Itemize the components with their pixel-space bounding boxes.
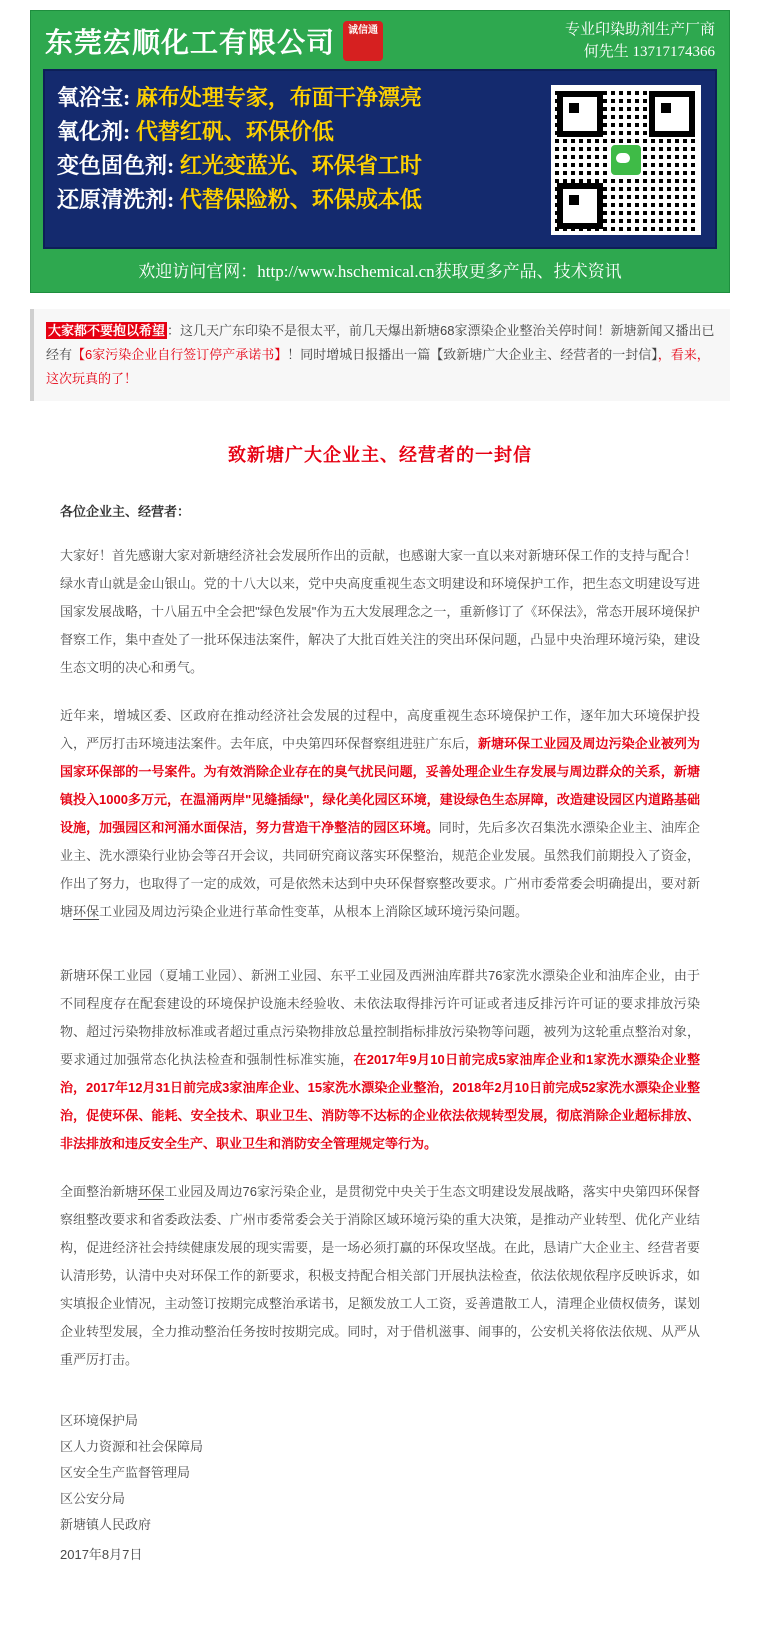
document-page	[0, 10, 760, 1598]
notice-text-2: 【6家污染企业自行签订停产承诺书】	[72, 347, 288, 362]
ad-product-desc: 代替保险粉、环保成本低	[179, 187, 422, 212]
signature-line: 新塘镇人民政府	[60, 1517, 152, 1532]
ad-product-row	[57, 115, 537, 149]
qr-eye-bottom-left	[557, 183, 603, 229]
p5-text-underline: 环保	[138, 1184, 165, 1199]
letter-paragraph-3	[60, 702, 700, 926]
ad-product-desc: 麻布处理专家，布面干净漂亮	[135, 85, 422, 110]
letter-salutation: 各位企业主、经营者：	[60, 504, 191, 519]
notice-box	[30, 309, 730, 401]
letter-paragraph-1: 大家好！首先感谢大家对新塘经济社会发展所作出的贡献，也感谢大家一直以来对新塘环保工作的支持与配合！	[60, 548, 698, 563]
letter-signatures	[60, 1408, 700, 1568]
letter-content	[30, 401, 730, 1598]
p5-text-b: 工业园及周边76家污染企业，是贯彻党中央关于生态文明建设发展战略，落实中央第四环保督察组整改要求和省委政法委、广州市委常委会关于消除区域环境污染的重大决策，是推动产业转型、优化产业结构，促进经济社会持续健康发展的现实需要，是一场必须打赢的环保攻坚战。在此，恳请广大企业主、经营者要认清形势，认清中央对环保工作的新要求，积极支持配合相关部门开展执法检查，依法依规依程序反映诉求，如实填报企业情况，主动签订按期完成整治承诺书，足额发放工人工资，妥善遣散工人，清理企业债权债务，谋划企业转型发展，全力推动整治任务按时按期完成。同时，对于借机滋事、闹事的，公安机关将依法依规、从严从重严厉打击。	[60, 1184, 700, 1367]
signature-line: 区人力资源和社会保障局	[60, 1439, 204, 1454]
ad-product-row	[57, 81, 537, 115]
p3-text-red: 新塘环保工业园及周边污染企业被列为国家环保部的一号案件。为有效消除企业存在的臭气扰民问题，妥善处理企业生存发展与周边群众的关系，新塘镇投入1000多万元，在温涌两岸"见缝插绿"，绿化美化园区环境，建设绿色生态屏障，改造建设园区内道路基础设施，加强园区和河涌水面保洁，努力营造干净整洁的园区环境。	[60, 736, 700, 835]
ad-product-label: 变色固色剂:	[57, 153, 175, 178]
notice-highlight: 大家都不要抱以希望	[48, 323, 166, 338]
signature-line: 区环境保护局	[60, 1413, 139, 1428]
qr-code-icon	[551, 85, 701, 235]
p5-text-a: 全面整治新塘	[60, 1184, 139, 1199]
ad-product-panel	[43, 69, 717, 249]
ad-header	[39, 17, 721, 69]
p4-text-red: 在2017年9月10日前完成5家油库企业和1家洗水漂染企业整治，2017年12月31日前完成3家油库企业、15家洗水漂染企业整治，2018年2月10日前完成52家洗水漂染企业整治，促使环保、能耗、安全技术、职业卫生、消防等不达标的企业依法依规转型发展，彻底消除企业超标排放、非法排放和违反安全生产、职业卫生和消防安全管理规定等行为。	[60, 1052, 700, 1151]
ad-contact-line1: 专业印染助剂生产厂商	[564, 22, 715, 38]
ad-product-label: 氧化剂:	[57, 119, 131, 144]
ad-product-label: 氧浴宝:	[57, 85, 131, 110]
qr-code-pattern	[555, 89, 697, 231]
page-title: 致新塘广大企业主、经营者的一封信	[228, 445, 532, 465]
letter-paragraph-4	[60, 962, 700, 1158]
signature-line: 区公安分局	[60, 1491, 126, 1506]
letter-date: 2017年8月7日	[60, 1547, 143, 1562]
ad-product-label: 还原清洗剂:	[57, 187, 175, 212]
p4-text-a: 新塘环保工业园（夏埔工业园）、新洲工业园、东平工业园及西洲油库群共76家洗水漂染企业和油库企业，由于不同程度存在配套建设的环境保护设施未经验收、未依法取得排污许可证或者违反排污许可证的要求排放污染物、超过污染物排放标准或者超过重点污染物排放总量控制指标排放污染物等问题，被列为这轮重点整治对象，要求通过加强常态化执法检查和强制性标准实施，	[60, 968, 700, 1067]
notice-text-1: ：这几天广东印染不是很太平，前几天爆出新塘68家漂染企业整治关停时间！新塘新闻又播出已经有	[46, 323, 715, 362]
ad-product-list	[57, 81, 537, 217]
ad-website-line: 欢迎访问官网：http://www.hschemical.cn获取更多产品、技术资讯	[138, 262, 622, 281]
ad-contact-info	[565, 19, 715, 63]
advertisement-banner	[30, 10, 730, 293]
notice-text-3: ！同时增城日报播出一篇【致新塘广大企业主、经营者的一封信】	[287, 347, 658, 362]
p3-text-underline: 环保	[73, 904, 100, 919]
p3-text-c: 工业园及周边污染企业进行革命性变革，从根本上消除区域环境污染问题。	[99, 904, 529, 919]
letter-paragraph-5	[60, 1178, 700, 1374]
ad-product-row	[57, 149, 537, 183]
qr-eye-top-right	[649, 91, 695, 137]
letter-paragraph-2: 绿水青山就是金山银山。党的十八大以来，党中央高度重视生态文明建设和环境保护工作，把生态文明建设写进国家发展战略，十八届五中全会把"绿色发展"作为五大发展理念之一，重新修订了《环保法》，常态开展环境保护督察工作，集中查处了一批环保违法案件，解决了大批百姓关注的突出环保问题，凸显中央治理环境污染，建设生态文明的决心和勇气。	[60, 576, 700, 675]
p3-text-a: 近年来，增城区委、区政府在推动经济社会发展的过程中，高度重视生态环境保护工作，逐年加大环境保护投入，严厉打击环境违法案件。去年底，中央第四环保督察组进驻广东后，	[60, 708, 700, 751]
wechat-icon	[609, 143, 643, 177]
ad-company-name: 东莞宏顺化工有限公司	[45, 28, 336, 59]
ad-contact-line2: 何先生 13717174366	[583, 44, 715, 60]
p3-text-b: 同时，先后多次召集洗水漂染企业主、油库企业主、洗水漂染行业协会等召开会议，共同研究商议落实环保整治，规范企业发展。虽然我们前期投入了资金，作出了努力，也取得了一定的成效，可是依然未达到中央环保督察整改要求。广州市委常委会明确提出，要对新塘	[60, 820, 700, 919]
ad-trust-badge: 诚信通	[343, 21, 383, 61]
qr-eye-top-left	[557, 91, 603, 137]
signature-line: 区安全生产监督管理局	[60, 1465, 191, 1480]
ad-product-desc: 红光变蓝光、环保省工时	[179, 153, 422, 178]
ad-product-row	[57, 183, 537, 217]
ad-product-desc: 代替红矾、环保价低	[135, 119, 334, 144]
notice-text-4: ，看来，这次玩真的了！	[46, 347, 710, 386]
